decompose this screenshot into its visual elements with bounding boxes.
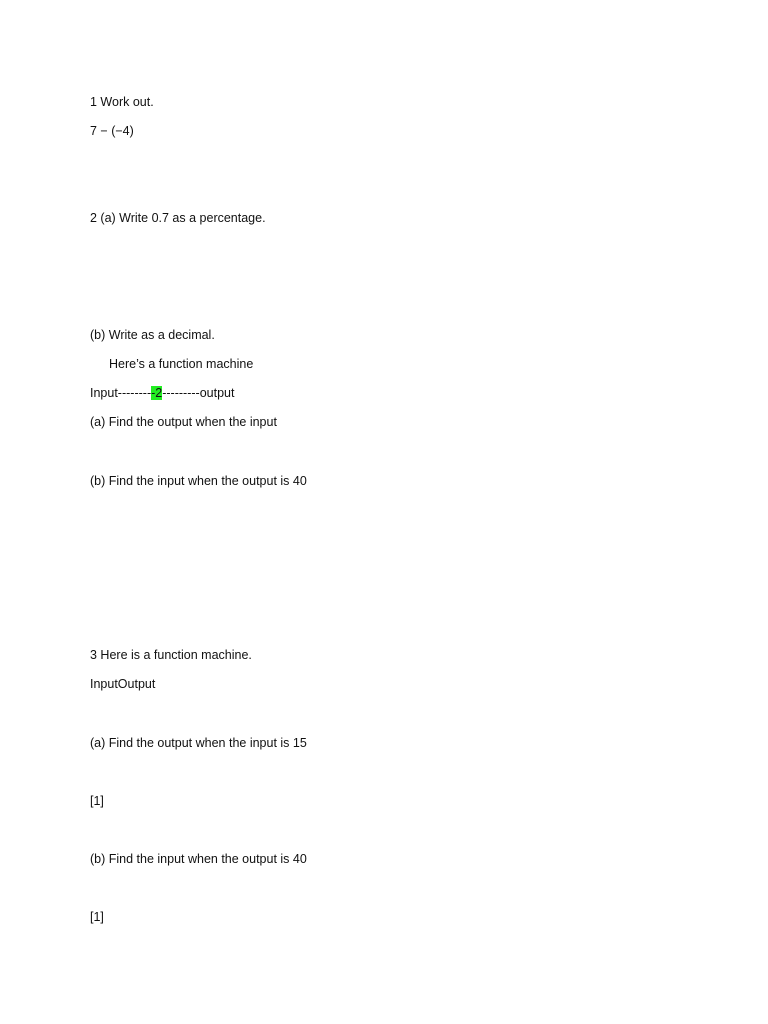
question-3b-marks: [1] (90, 910, 104, 924)
question-1-heading: 1 Work out. (90, 95, 154, 109)
question-3a-marks: [1] (90, 794, 104, 808)
question-3-heading: 3 Here is a function machine. (90, 648, 252, 662)
function-machine-intro: Here’s a function machine (109, 357, 254, 371)
question-2a-text: 2 (a) Write 0.7 as a percentage. (90, 211, 266, 225)
question-2b-text: (b) Write as a decimal. (90, 328, 215, 342)
question-3-machine-labels: InputOutput (90, 677, 156, 691)
machine-operation: -2 (151, 386, 163, 400)
question-3b-text: (b) Find the input when the output is 40 (90, 852, 307, 866)
machine-input-label: Input-------- (90, 386, 152, 400)
function-machine-diagram (90, 385, 234, 401)
question-3a-text: (a) Find the output when the input is 15 (90, 736, 307, 750)
question-1-expression: 7 − (−4) (90, 124, 134, 138)
question-2-find-input: (b) Find the input when the output is 40 (90, 474, 307, 488)
machine-output-label: ---------output (162, 386, 235, 400)
question-2-find-output: (a) Find the output when the input (90, 415, 277, 429)
